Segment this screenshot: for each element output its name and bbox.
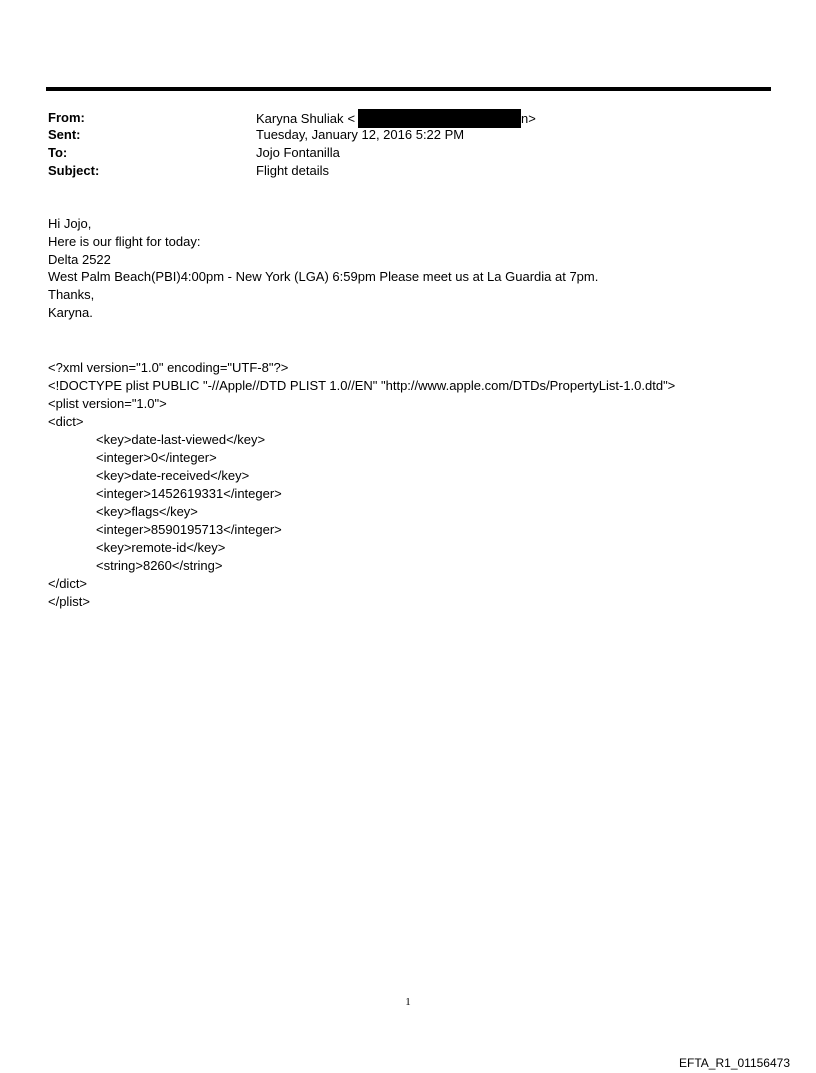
xml-doctype: <!DOCTYPE plist PUBLIC "-//Apple//DTD PLIST 1.0//EN" "http://www.apple.com/DTDs/PropertyList-1.0.dtd"> (48, 378, 676, 393)
message-body (48, 215, 598, 322)
header-rule (46, 87, 771, 91)
from-email-open: < (347, 111, 356, 126)
subject-value: Flight details (256, 163, 329, 178)
xml-entry: <key>date-last-viewed</key> (96, 432, 266, 447)
xml-metadata (48, 359, 675, 611)
xml-entry: <string>8260</string> (96, 558, 223, 573)
xml-plist-open: <plist version="1.0"> (48, 396, 167, 411)
sent-label: Sent: (48, 127, 81, 142)
xml-entry: <key>flags</key> (96, 504, 198, 519)
body-line: West Palm Beach(PBI)4:00pm - New York (LGA) 6:59pm Please meet us at La Guardia at 7pm. (48, 269, 599, 285)
xml-plist-close: </plist> (48, 594, 90, 609)
sent-value: Tuesday, January 12, 2016 5:22 PM (256, 127, 465, 142)
page-number: 1 (405, 996, 411, 1008)
xml-entry: <integer>0</integer> (96, 450, 217, 465)
body-line: Hi Jojo, (48, 216, 92, 231)
body-line: Delta 2522 (48, 251, 111, 267)
body-line: Karyna. (48, 304, 93, 320)
xml-declaration: <?xml version="1.0" encoding="UTF-8"?> (48, 360, 289, 375)
to-label: To: (48, 145, 68, 160)
from-label: From: (48, 110, 85, 125)
to-value: Jojo Fontanilla (256, 145, 340, 160)
xml-entry: <key>remote-id</key> (96, 540, 226, 555)
from-name: Karyna Shuliak (256, 111, 344, 126)
xml-dict-open: <dict> (48, 414, 84, 429)
xml-entry: <key>date-received</key> (96, 468, 250, 483)
xml-entry: <integer>8590195713</integer> (96, 522, 282, 537)
document-id: EFTA_R1_01156473 (679, 1056, 790, 1070)
from-email-close: n> (521, 111, 536, 126)
xml-dict-close: </dict> (48, 576, 88, 591)
body-line: Here is our flight for today: (48, 233, 201, 249)
body-line: Thanks, (48, 287, 95, 303)
subject-label: Subject: (48, 163, 100, 178)
xml-entry: <integer>1452619331</integer> (96, 486, 282, 501)
